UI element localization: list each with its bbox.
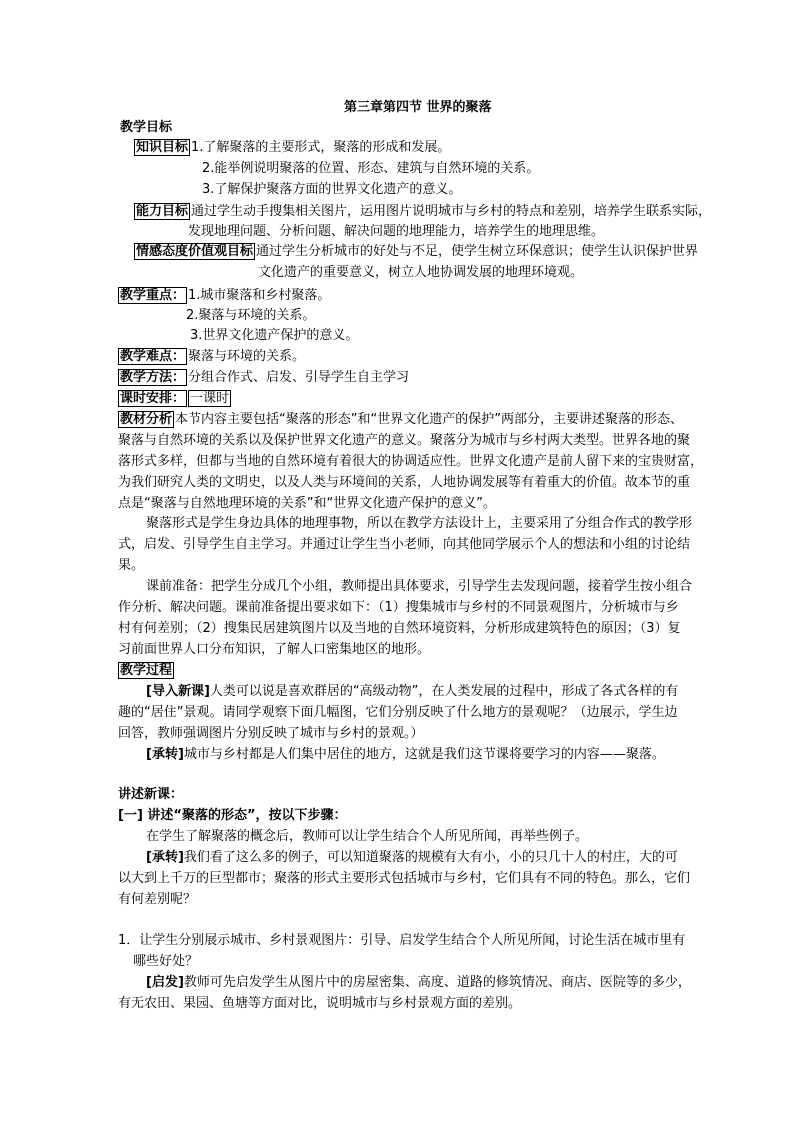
para3-line-4: 习前面世界人口分布知识，了解人口密集地区的地形。 — [118, 642, 431, 657]
schedule-text: 一课时 — [190, 391, 230, 406]
emotion-label: 情感态度价值观目标 — [136, 244, 254, 259]
turn-row — [146, 746, 665, 764]
intro-line-3: 回答，教师强调图片分别反映了城市与乡村的景观。） — [118, 726, 424, 741]
step1-line-1: 1．让学生分别展示城市、乡村景观图片：引导、启发学生结合个人所见所闻，讨论生活在城市里有 — [118, 933, 686, 948]
analysis-line-2: 聚落与自然环境的关系以及保护世界文化遗产的意义。聚落分为城市与乡村两大类型。世界各地的聚 — [118, 433, 691, 448]
page-title: 第三章第四节 世界的聚落 — [344, 100, 492, 115]
analysis-line-4: 为我们研究人类的文明史，以及人类与环境间的关系，人地协调发展等有着重大的价值。故本节的重 — [118, 475, 691, 490]
analysis-line-1: 本节内容主要包括“聚落的形态”和“世界文化遗产的保护”两部分，主要讲述聚落的形态、 — [175, 412, 683, 427]
step1-line-2: 哪些好处？ — [133, 954, 199, 969]
lecture-turn-tag: [承转] — [146, 850, 184, 865]
ability-row — [134, 203, 711, 221]
knowledge-label: 知识目标 — [136, 140, 189, 155]
lecture-turn-line-3: 有何差别呢？ — [118, 892, 197, 907]
knowledge-row — [134, 139, 450, 157]
emotion-line-2: 文化遗产的重要意义，树立人地协调发展的地理环境观。 — [258, 265, 584, 280]
ability-line-1: 通过学生动手搜集相关图片，运用图片说明城市与乡村的特点和差别，培养学生联系实际， — [191, 204, 712, 219]
knowledge-line-2: 2.能举例说明聚落的位置、形态、建筑与自然环境的关系。 — [202, 161, 540, 176]
hint-tag: [启发] — [146, 975, 184, 990]
analysis-row — [118, 411, 683, 429]
difficulty-label: 教学难点： — [120, 349, 186, 364]
objectives-heading: 教学目标 — [120, 120, 173, 135]
emotion-row — [134, 243, 698, 261]
para3-line-2: 作分析、解决问题。课前准备提出要求如下：（1）搜集城市与乡村的不同景观图片，分析城市与乡 — [118, 600, 679, 615]
lecture-section-1-para: 在学生了解聚落的概念后，教师可以让学生结合个人所见所闻，再举些例子。 — [146, 829, 589, 844]
turn-text: 城市与乡村都是人们集中居住的地方，这就是我们这节课将要学习的内容——聚落。 — [183, 747, 665, 762]
method-row — [118, 369, 409, 387]
lecture-turn-line-1: 我们看了这么多的例子，可以知道聚落的规模有大有小，小的只几十人的村庄，大的可 — [183, 850, 678, 865]
key-points-row — [118, 287, 330, 305]
para3-line-1: 课前准备：把学生分成几个小组，教师提出具体要求，引导学生去发现问题，接着学生按小组合 — [146, 579, 693, 594]
method-label: 教学方法： — [120, 370, 186, 385]
schedule-label: 课时安排： — [120, 391, 186, 406]
para2-line-2: 式，启发、引导学生自主学习。并通过让学生当小老师，向其他同学展示个人的想法和小组的讨论结 — [118, 537, 691, 552]
hint-row — [146, 974, 691, 992]
process-label: 教学过程 — [120, 663, 173, 678]
hint-line-2: 有无农田、果园、鱼塘等方面对比，说明城市与乡村景观方面的差别。 — [118, 996, 522, 1011]
analysis-label: 教材分析 — [120, 412, 173, 427]
intro-row — [146, 683, 678, 701]
lecture-heading: 讲述新课： — [118, 787, 184, 802]
analysis-line-3: 落形式多样，但都与当地的自然环境有着很大的协调适应性。世界文化遗产是前人留下来的宝贵财富， — [118, 454, 704, 469]
lecture-turn-line-2: 以大到上千万的巨型都市；聚落的形式主要形式包括城市与乡村，它们具有不同的特色。那么，它们 — [118, 871, 691, 886]
para3-line-3: 村有何差别；（2）搜集民居建筑图片以及当地的自然环境资料，分析形成建筑特色的原因；（3）复 — [118, 621, 681, 636]
intro-tag: [导入新课] — [146, 684, 210, 699]
lecture-turn-row — [146, 849, 678, 867]
process-row — [118, 662, 175, 680]
para2-line-1: 聚落形式是学生身边具体的地理事物，所以在教学方法设计上，主要采用了分组合作式的教学形 — [146, 516, 693, 531]
turn-tag: [承转] — [146, 747, 184, 762]
schedule-row — [118, 390, 232, 408]
ability-label: 能力目标 — [136, 204, 189, 219]
key-point-3: 3.世界文化遗产保护的意义。 — [190, 328, 359, 343]
key-points-label: 教学重点： — [120, 288, 186, 303]
method-text: 分组合作式、启发、引导学生自主学习 — [188, 370, 410, 385]
intro-line-2: 趣的“居住”景观。请同学观察下面几幅图，它们分别反映了什么地方的景观呢？（边展示，学生边 — [118, 705, 678, 720]
hint-line-1: 教师可先启发学生从图片中的房屋密集、高度、道路的修筑情况、商店、医院等的多少， — [183, 975, 691, 990]
difficulty-text: 聚落与环境的关系。 — [188, 349, 306, 364]
analysis-line-5: 点是“聚落与自然地理环境的关系”和“世界文化遗产保护的意义”。 — [118, 496, 496, 511]
ability-line-2: 发现地理问题、分析问题、解决问题的地理能力，培养学生的地理思维。 — [188, 224, 605, 239]
emotion-line-1: 通过学生分析城市的好处与不足，使学生树立环保意识；使学生认识保护世界 — [256, 244, 699, 259]
knowledge-line-3: 3.了解保护聚落方面的世界文化遗产的意义。 — [202, 182, 462, 197]
knowledge-line-1: 1.了解聚落的主要形式，聚落的形成和发展。 — [191, 140, 451, 155]
para2-line-3: 果。 — [118, 558, 145, 573]
lecture-section-1: [一] 讲述“聚落的形态”，按以下步骤： — [118, 808, 347, 823]
difficulty-row — [118, 348, 305, 366]
key-point-2: 2.聚落与环境的关系。 — [186, 308, 316, 323]
intro-line-1: 人类可以说是喜欢群居的“高级动物”，在人类发展的过程中，形成了各式各样的有 — [209, 684, 679, 699]
key-point-1: 1.城市聚落和乡村聚落。 — [188, 288, 331, 303]
